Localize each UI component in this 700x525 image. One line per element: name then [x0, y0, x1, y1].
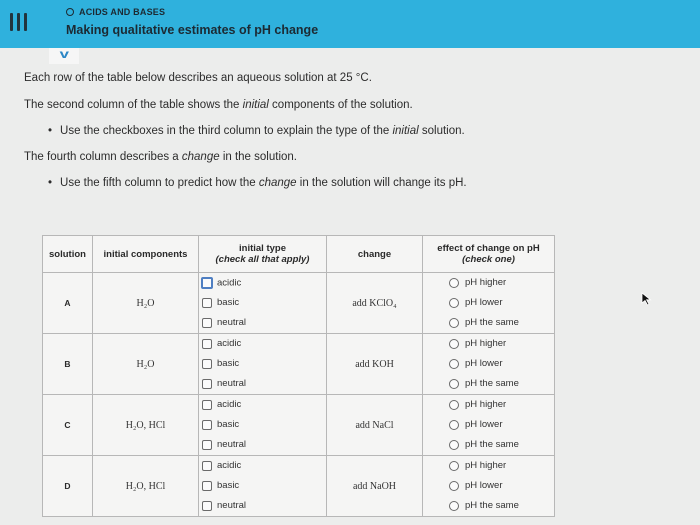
type-option[interactable]	[199, 293, 327, 313]
effect-option-label: pH lower	[465, 480, 503, 492]
acidic-checkbox[interactable]	[201, 277, 213, 289]
effect-radio[interactable]	[449, 318, 459, 328]
effect-radio[interactable]	[449, 400, 459, 410]
type-option[interactable]	[199, 456, 327, 477]
type-option-label: neutral	[217, 317, 247, 329]
effect-option-label: pH lower	[465, 419, 503, 431]
initial-components: H₂O	[93, 334, 199, 395]
effect-option-label: pH the same	[465, 317, 519, 329]
effect-radio[interactable]	[449, 278, 459, 288]
menu-icon[interactable]	[8, 11, 30, 35]
neutral-checkbox[interactable]	[202, 379, 212, 389]
effect-option-label: pH higher	[465, 460, 507, 472]
col-header-effect: effect of change on pH (check one)	[423, 236, 555, 273]
neutral-checkbox[interactable]	[202, 440, 212, 450]
effect-radio[interactable]	[449, 440, 459, 450]
topic-status	[66, 7, 165, 17]
type-option-label: acidic	[217, 460, 242, 472]
change-description: add KClO₄	[327, 273, 423, 334]
mouse-pointer-icon	[641, 292, 653, 306]
type-option-label: neutral	[217, 439, 247, 451]
effect-radio[interactable]	[449, 420, 459, 430]
basic-checkbox[interactable]	[202, 481, 212, 491]
effect-option[interactable]	[423, 313, 555, 334]
type-option-label: basic	[217, 480, 240, 492]
basic-checkbox[interactable]	[202, 359, 212, 369]
top-bar	[0, 0, 700, 48]
type-option[interactable]	[199, 374, 327, 395]
effect-option[interactable]	[423, 374, 555, 395]
type-option-label: neutral	[217, 378, 247, 390]
solution-label: A	[43, 273, 93, 334]
effect-radio[interactable]	[449, 461, 459, 471]
effect-option-label: pH higher	[465, 338, 507, 350]
collapse-toggle[interactable]	[49, 48, 79, 64]
type-option-label: neutral	[217, 500, 247, 512]
neutral-checkbox[interactable]	[202, 318, 212, 328]
effect-option[interactable]	[423, 476, 555, 496]
table-row	[43, 395, 555, 416]
effect-radio[interactable]	[449, 501, 459, 511]
page-title: Making qualitative estimates of pH change	[66, 23, 319, 37]
type-option[interactable]	[199, 313, 327, 334]
effect-radio[interactable]	[449, 481, 459, 491]
change-description: add NaOH	[327, 456, 423, 517]
type-option-label: basic	[217, 297, 240, 309]
effect-radio[interactable]	[449, 298, 459, 308]
col-header-solution: solution	[43, 236, 93, 273]
type-option[interactable]	[199, 354, 327, 374]
type-option[interactable]	[199, 496, 327, 517]
type-option[interactable]	[199, 476, 327, 496]
acidic-checkbox[interactable]	[202, 461, 212, 471]
basic-checkbox[interactable]	[202, 298, 212, 308]
effect-option[interactable]	[423, 273, 555, 294]
initial-components: H₂O, HCl	[93, 395, 199, 456]
acidic-checkbox[interactable]	[202, 400, 212, 410]
type-option-label: basic	[217, 358, 240, 370]
type-option[interactable]	[199, 435, 327, 456]
effect-option[interactable]	[423, 456, 555, 477]
col-header-type: initial type (check all that apply)	[199, 236, 327, 273]
type-option[interactable]	[199, 273, 327, 294]
instruction-bullet: • Use the fifth column to predict how the change in the solution will change its pH.	[48, 177, 467, 189]
effect-option-label: pH higher	[465, 399, 507, 411]
neutral-checkbox[interactable]	[202, 501, 212, 511]
effect-radio[interactable]	[449, 339, 459, 349]
effect-option[interactable]	[423, 293, 555, 313]
progress-ring-icon	[66, 8, 74, 16]
effect-option[interactable]	[423, 354, 555, 374]
effect-option-label: pH the same	[465, 378, 519, 390]
solution-label: C	[43, 395, 93, 456]
effect-option-label: pH lower	[465, 297, 503, 309]
table-row	[43, 334, 555, 355]
type-option[interactable]	[199, 415, 327, 435]
effect-option[interactable]	[423, 415, 555, 435]
table-row	[43, 273, 555, 294]
solution-label: B	[43, 334, 93, 395]
effect-radio[interactable]	[449, 359, 459, 369]
chevron-down-icon: v	[59, 47, 69, 61]
effect-option[interactable]	[423, 496, 555, 517]
initial-components: H₂O, HCl	[93, 456, 199, 517]
type-option-label: basic	[217, 419, 240, 431]
col-header-components: initial components	[93, 236, 199, 273]
type-option[interactable]	[199, 334, 327, 355]
type-option-label: acidic	[217, 277, 242, 289]
table-row	[43, 456, 555, 477]
effect-option[interactable]	[423, 334, 555, 355]
effect-radio[interactable]	[449, 379, 459, 389]
effect-option-label: pH the same	[465, 500, 519, 512]
col-header-change: change	[327, 236, 423, 273]
instruction-line: Each row of the table below describes an aqueous solution at 25 °C.	[24, 72, 372, 84]
effect-option[interactable]	[423, 435, 555, 456]
effect-option-label: pH higher	[465, 277, 507, 289]
type-option-label: acidic	[217, 338, 242, 350]
instruction-bullet: • Use the checkboxes in the third column to explain the type of the initial solution.	[48, 125, 465, 137]
basic-checkbox[interactable]	[202, 420, 212, 430]
effect-option[interactable]	[423, 395, 555, 416]
solution-label: D	[43, 456, 93, 517]
change-description: add KOH	[327, 334, 423, 395]
instruction-line: The second column of the table shows the initial components of the solution.	[24, 99, 413, 111]
type-option[interactable]	[199, 395, 327, 416]
effect-option-label: pH the same	[465, 439, 519, 451]
change-description: add NaCl	[327, 395, 423, 456]
effect-option-label: pH lower	[465, 358, 503, 370]
type-option-label: acidic	[217, 399, 242, 411]
solutions-table	[42, 235, 555, 517]
initial-components: H₂O	[93, 273, 199, 334]
instruction-line: The fourth column describes a change in the solution.	[24, 151, 297, 163]
topic-label: ACIDS AND BASES	[79, 7, 166, 17]
acidic-checkbox[interactable]	[202, 339, 212, 349]
